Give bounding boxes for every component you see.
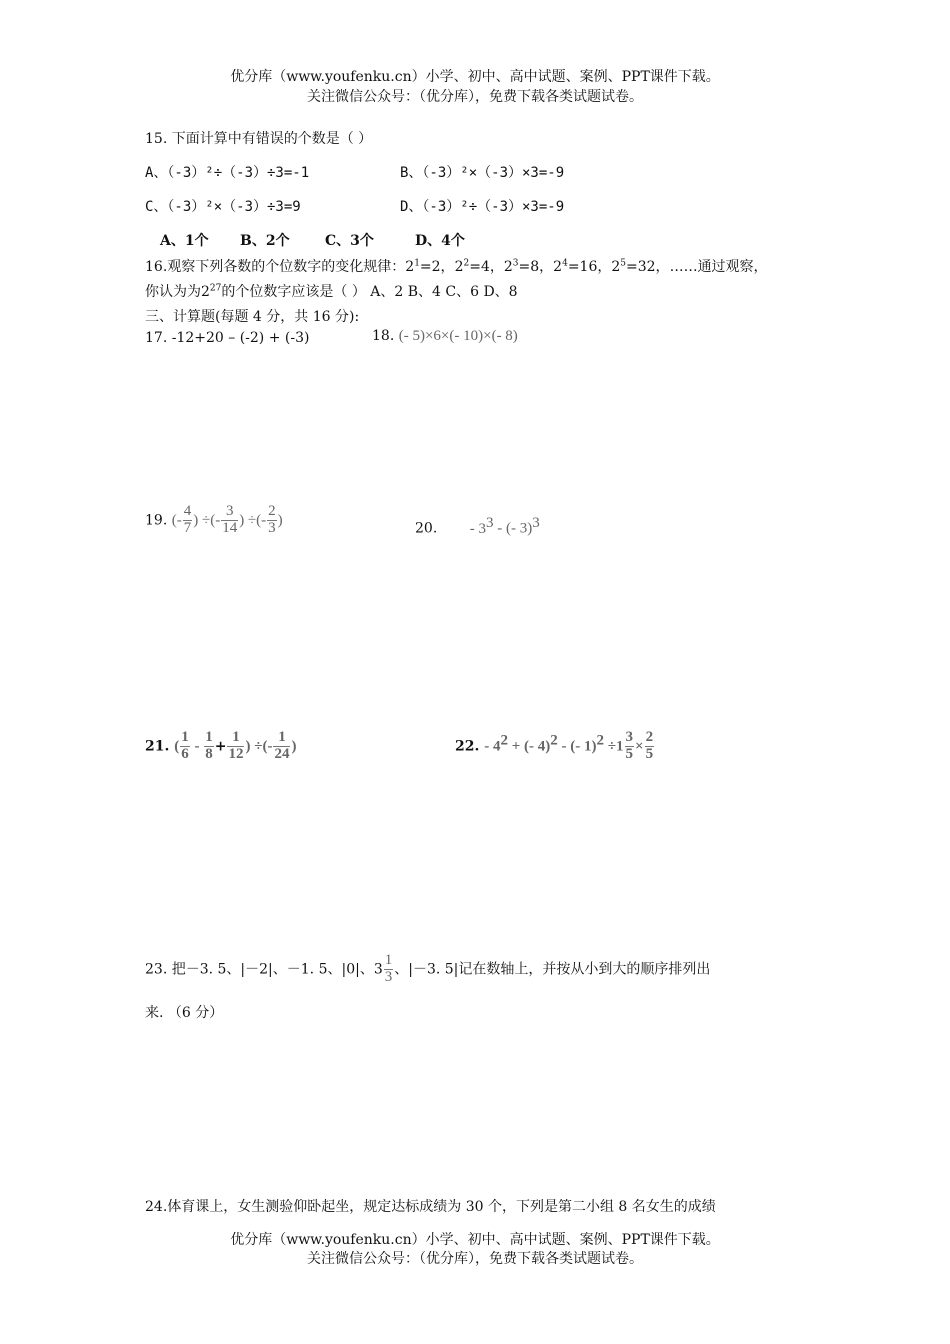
section-3-title: 三、计算题(每题 4 分，共 16 分): <box>145 309 360 325</box>
q15-option-c: C、（-3）²×（-3）÷3=9 <box>145 199 301 215</box>
q23-line-1: 23. 把－3. 5、|－2|、－1. 5、|0|、3 $\frac{1}{3}$ 、|－3. 5|记在数轴上，并按从小到大的顺序排列出 <box>145 952 711 985</box>
footer-line-1: 优分库（www.youfenku.cn）小学、初中、高中试题、案例、PPT课件下载。 <box>230 1232 720 1248</box>
q20-expression: 20. - $3^3$ - (- 3)$^3$ <box>415 515 540 537</box>
header-line-2: 关注微信公众号：（优分库），免费下载各类试题试卷。 <box>307 89 643 105</box>
header-line-1: 优分库（www.youfenku.cn）小学、初中、高中试题、案例、PPT课件下载。 <box>230 69 720 85</box>
q15-option-d: D、（-3）²÷（-3）×3=-9 <box>400 199 565 215</box>
q15-choice-d: D、4个 <box>415 233 465 249</box>
q15-choice-b: B、2个 <box>240 233 290 249</box>
q15-option-b: B、（-3）²×（-3）×3=-9 <box>400 165 565 181</box>
q18-expression: 18. (- 5)×6×(- 10)×(- 8) <box>372 328 518 344</box>
q24-text: 24.体育课上，女生测验仰卧起坐，规定达标成绩为 30 个，下列是第二小组 8 名女生的成绩 <box>145 1199 716 1215</box>
q15-stem: 15. 下面计算中有错误的个数是（ ） <box>145 131 373 147</box>
q16-line-1: 16.观察下列各数的个位数字的变化规律：$2^1=2$，$2^2=4$，$2^3=8$，$2^4=16$，$2^5=32$，……通过观察， <box>145 258 768 275</box>
q15-choice-c: C、3个 <box>325 233 374 249</box>
q16-line-2: 你认为为$2^{27}$的个位数字应该是（ ） A、2 B、4 C、6 D、8 <box>145 283 518 300</box>
q15-option-a: A、（-3）²÷（-3）÷3=-1 <box>145 165 310 181</box>
q21-expression: 21. ( $\frac{1}{6}$ - $\frac{1}{8}$ + $\frac{1}{12}$ ) ÷(- $\frac{1}{24}$ ) <box>145 729 297 762</box>
q22-expression: 22. - $4^2$ + (- 4)$^2$ - (- 1)$^2$ ÷1 $\frac{3}{5}$ × $\frac{2}{5}$ <box>455 729 654 762</box>
footer-line-2: 关注微信公众号：（优分库），免费下载各类试题试卷。 <box>307 1251 643 1267</box>
q19-expression: 19. (- $\frac{4}{7}$ ) ÷(- $\frac{3}{14}$ ) ÷(- $\frac{2}{3}$ ) <box>145 503 283 536</box>
q15-choice-a: A、1个 <box>160 233 209 249</box>
q23-line-2: 来. （6 分） <box>145 1005 224 1021</box>
q17-expression: 17. -12+20 – (-2) + (-3) <box>145 330 310 346</box>
